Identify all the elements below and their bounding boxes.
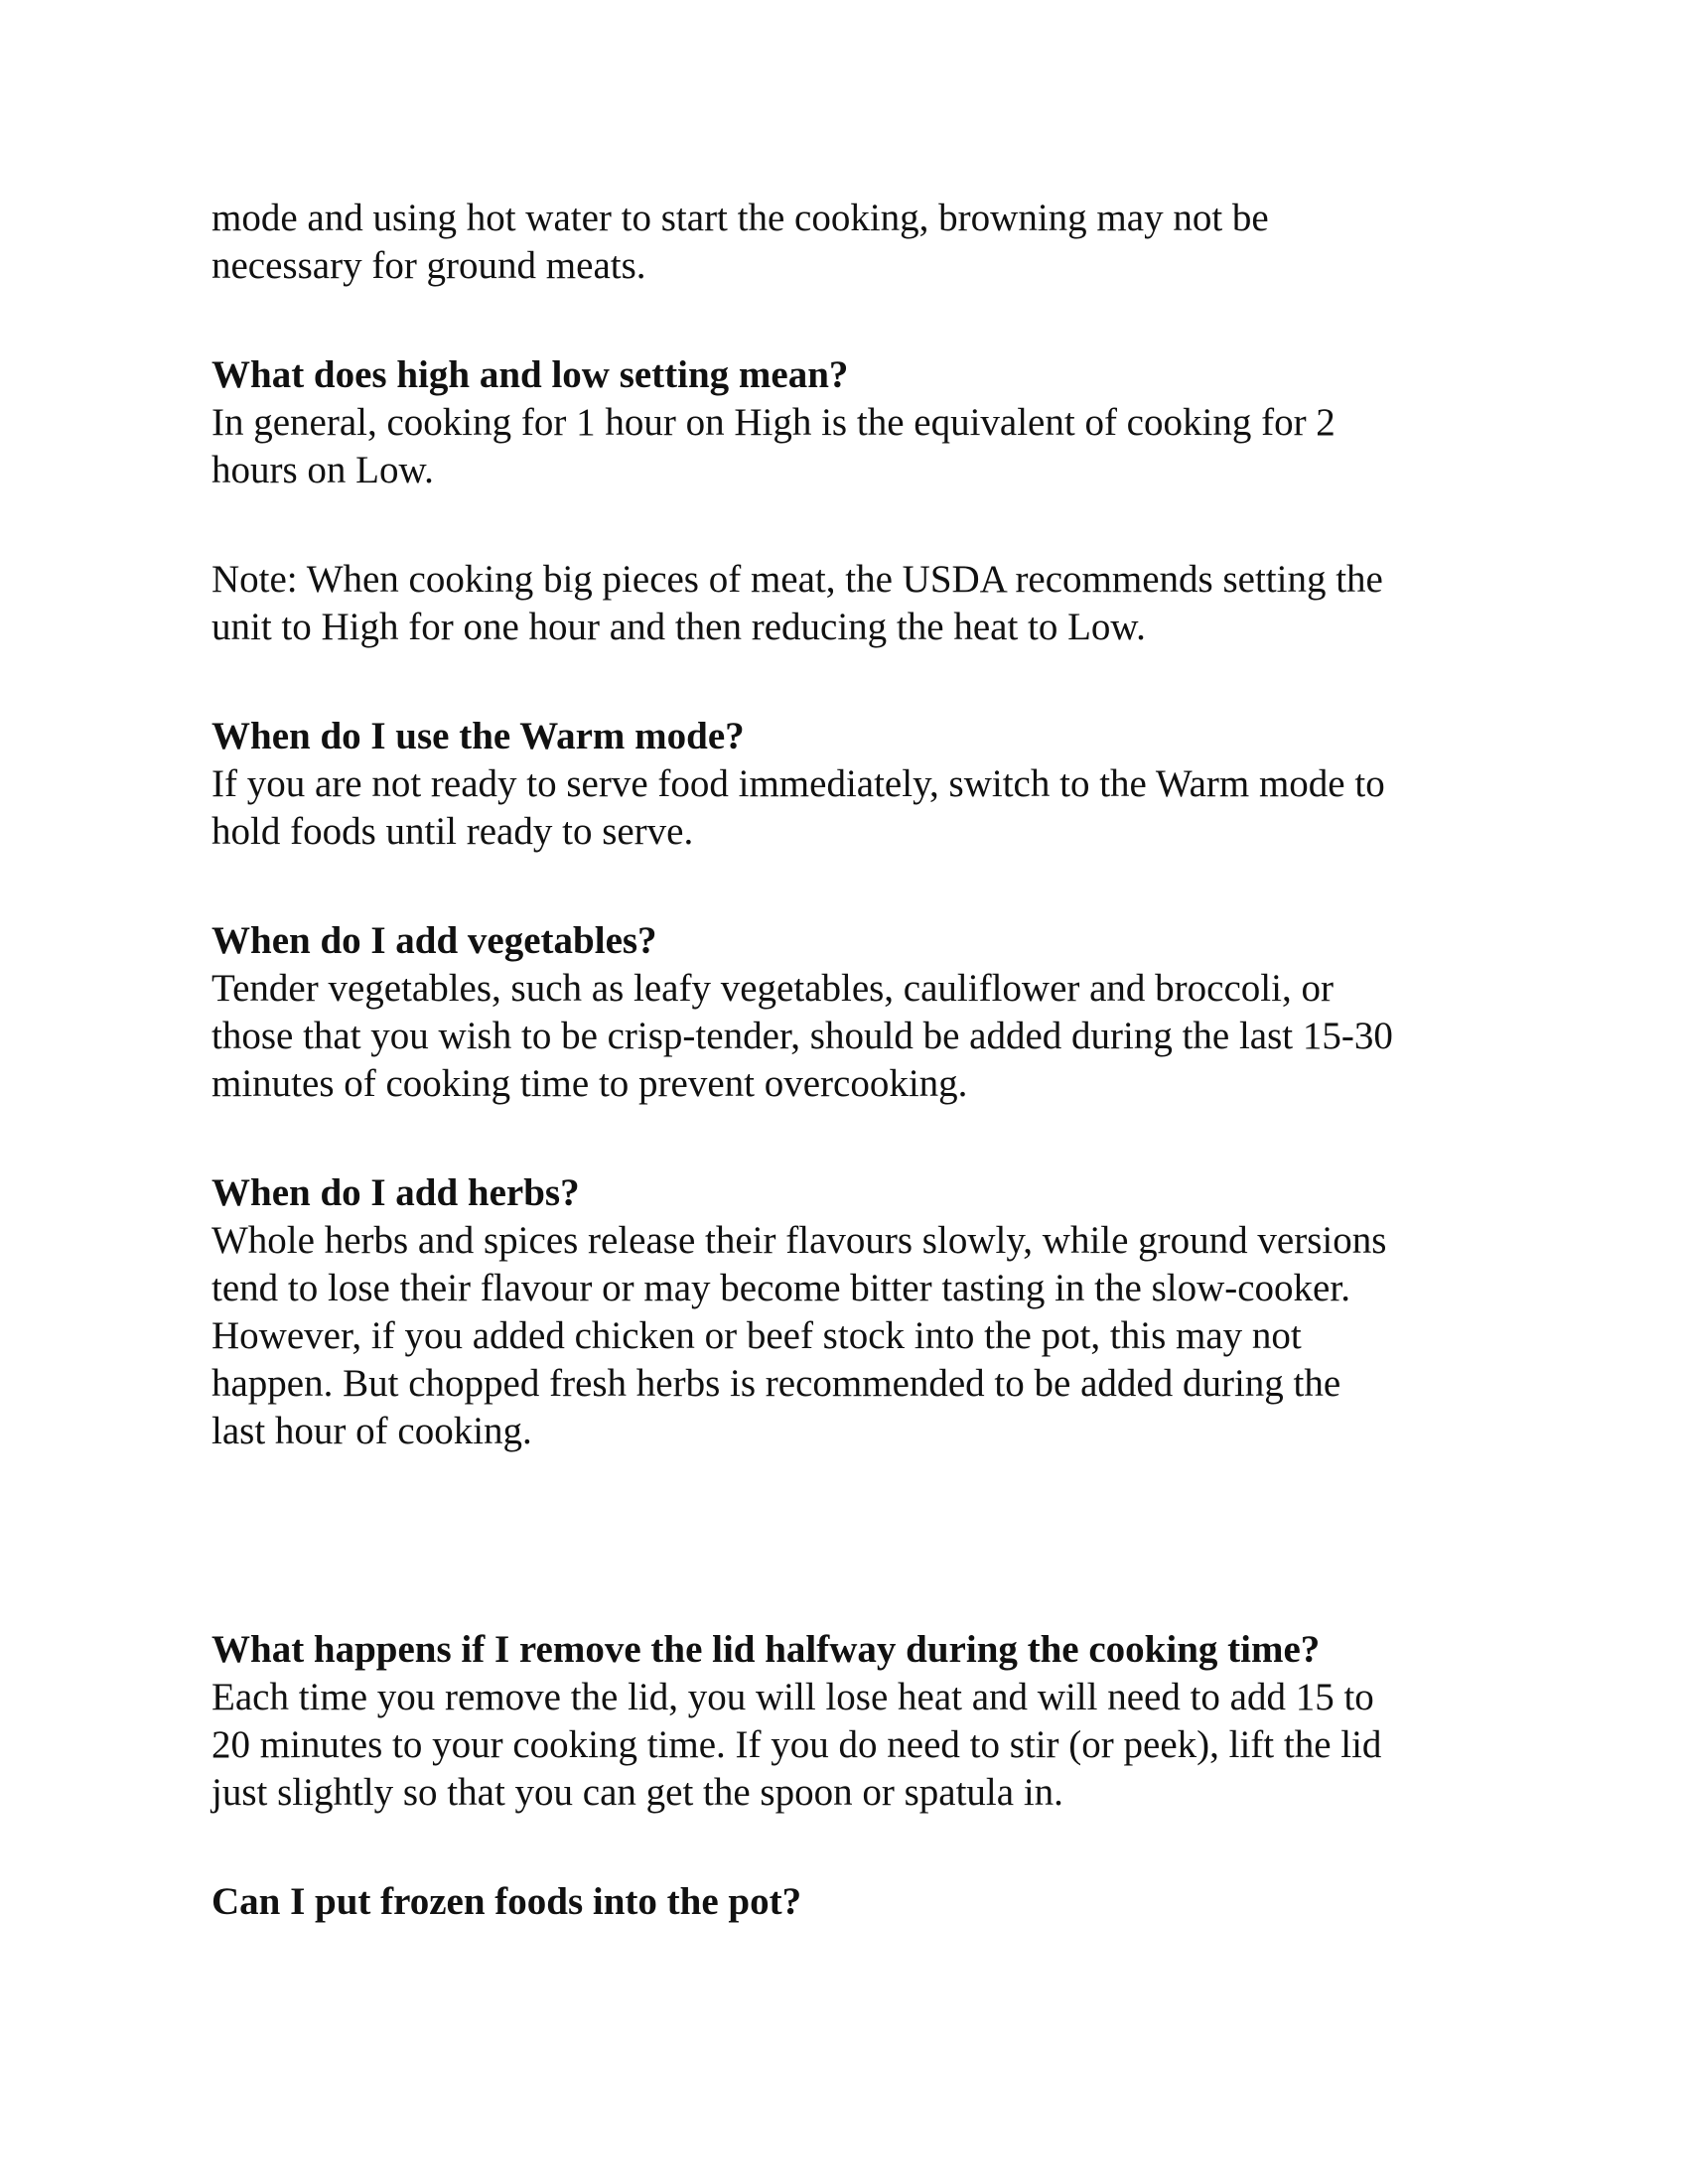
question-heading: Can I put frozen foods into the pot? [211,1880,802,1923]
text-line: necessary for ground meats. [211,244,646,287]
section-high-low [211,351,1502,494]
text-line: mode and using hot water to start the cooking, browning may not be [211,197,1269,239]
paragraph [211,556,1502,651]
paragraph [211,760,1502,856]
text-line: hours on Low. [211,449,434,491]
text-line: last hour of cooking. [211,1410,532,1452]
text-line: minutes of cooking time to prevent overcooking. [211,1062,968,1105]
text-line: Each time you remove the lid, you will lose heat and will need to add 15 to [211,1676,1374,1718]
document-page [211,195,1502,1926]
section-herbs [211,1169,1502,1455]
paragraph [211,195,1502,290]
section-note [211,556,1502,651]
paragraph [211,965,1502,1108]
question-heading: What does high and low setting mean? [211,353,849,396]
text-line: happen. But chopped fresh herbs is recommended to be added during the [211,1362,1341,1405]
question-heading: When do I use the Warm mode? [211,715,745,757]
text-line: Note: When cooking big pieces of meat, the USDA recommends setting the [211,558,1383,601]
section-remove-lid [211,1626,1502,1817]
paragraph [211,1674,1502,1817]
section-frozen-foods [211,1878,1502,1926]
section-vegetables [211,917,1502,1108]
text-line: those that you wish to be crisp-tender, should be added during the last 15-30 [211,1015,1393,1057]
question-heading: What happens if I remove the lid halfway during the cooking time? [211,1628,1321,1671]
text-line: Whole herbs and spices release their flavours slowly, while ground versions [211,1219,1387,1262]
text-line: 20 minutes to your cooking time. If you do need to stir (or peek), lift the lid [211,1723,1382,1766]
section-intro-continuation [211,195,1502,290]
text-line: just slightly so that you can get the spoon or spatula in. [211,1771,1063,1814]
text-line: However, if you added chicken or beef stock into the pot, this may not [211,1314,1302,1357]
text-line: If you are not ready to serve food immediately, switch to the Warm mode to [211,762,1385,805]
text-line: tend to lose their flavour or may become bitter tasting in the slow-cooker. [211,1267,1350,1309]
question-heading: When do I add herbs? [211,1171,580,1214]
paragraph [211,1217,1502,1455]
paragraph [211,399,1502,494]
question-heading: When do I add vegetables? [211,919,657,962]
text-line: unit to High for one hour and then reducing the heat to Low. [211,606,1146,648]
text-line: Tender vegetables, such as leafy vegetables, cauliflower and broccoli, or [211,967,1334,1010]
text-line: In general, cooking for 1 hour on High is the equivalent of cooking for 2 [211,401,1336,444]
text-line: hold foods until ready to serve. [211,810,694,853]
section-warm-mode [211,713,1502,856]
